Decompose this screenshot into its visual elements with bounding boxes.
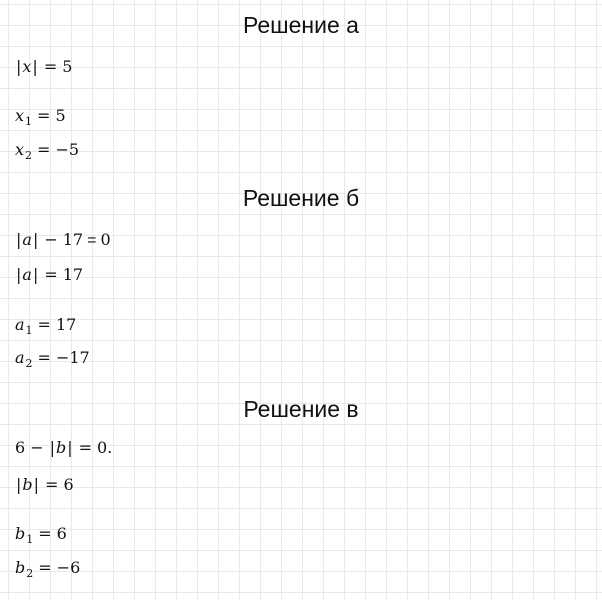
equation-abs-a-minus-17: |a| − 17 = 0 [16,230,111,249]
heading-solution-a: Решение а [243,12,359,38]
heading-solution-v: Решение в [243,396,359,422]
equation-abs-a: |a| = 17 [16,265,84,284]
heading-solution-b: Решение б [242,185,360,211]
equation-x1: $x_1 = 5$ [15,106,66,128]
equation-abs-b: |b| = 6 [16,475,74,494]
equation-abs-x: |x| = 5 [16,57,73,76]
equation-b2: $b_2 = -6$ [15,558,81,580]
equation-b1: $b_1 = 6$ [15,524,67,546]
equation-x2: $x_2 = -5$ [15,140,80,162]
equation-a2: $a_2 = -17$ [15,348,90,370]
equation-6-minus-abs-b: 6 − |b| = 0. [15,438,113,457]
equation-a1: $a_1 = 17$ [15,315,77,337]
